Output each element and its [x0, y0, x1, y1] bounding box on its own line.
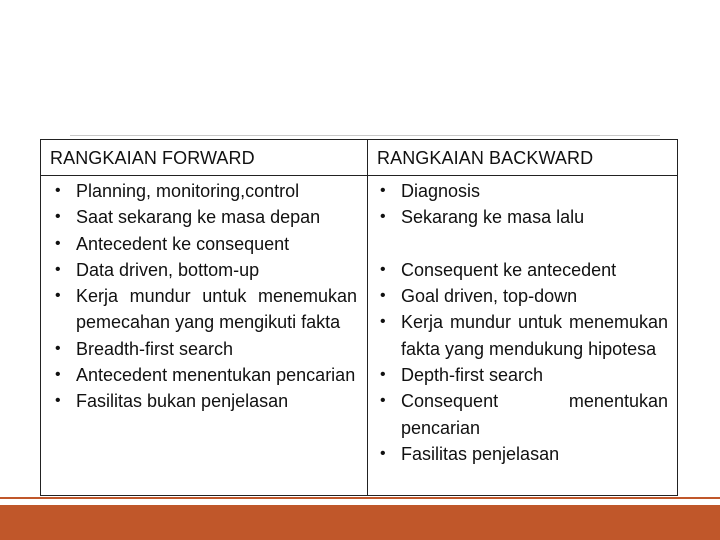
- list-item-text: Antecedent ke consequent: [76, 233, 290, 254]
- bullet-icon: •: [380, 313, 386, 331]
- list-item-text: Breadth-first search: [76, 338, 234, 359]
- list-item-text: Fasilitas penjelasan: [401, 443, 560, 464]
- list-item-text: Diagnosis: [401, 181, 481, 201]
- list-item: [53, 283, 357, 336]
- list-item-text: Sekarang ke masa lalu: [401, 207, 585, 228]
- list-item: [378, 204, 668, 230]
- list-spacer: [378, 231, 668, 257]
- list-item-text: Kerja mundur untuk menemukan fakta yang mendukung hipotesa: [401, 312, 668, 359]
- bullet-icon: •: [55, 339, 61, 357]
- list-item-text: Consequent ke antecedent: [401, 259, 617, 280]
- column-divider: [367, 140, 368, 495]
- list-item-text: Consequent menentukan pencarian: [401, 391, 668, 438]
- footer-accent-line: [0, 497, 720, 499]
- list-item: [378, 257, 668, 283]
- header-divider: [41, 175, 677, 176]
- bullet-icon: •: [380, 208, 386, 226]
- list-item: [53, 204, 357, 230]
- list-item-text: Goal driven, top-down: [401, 286, 578, 307]
- list-item: [378, 441, 668, 467]
- bullet-icon: •: [55, 392, 61, 410]
- list-item: [53, 336, 357, 362]
- bullet-icon: •: [55, 234, 61, 252]
- bullet-icon: •: [55, 182, 61, 199]
- list-item-text: Fasilitas bukan penjelasan: [76, 391, 289, 412]
- list-item-text: Planning, monitoring,control: [76, 181, 300, 201]
- list-item: [378, 283, 668, 309]
- bullet-icon: •: [55, 287, 61, 305]
- list-item: [53, 257, 357, 283]
- list-item: [378, 178, 668, 204]
- list-item-text: Kerja mundur untuk menemukan pemecahan yang mengikuti fakta: [76, 286, 357, 333]
- list-item-text: Depth-first search: [401, 365, 544, 386]
- bullet-icon: •: [380, 366, 386, 384]
- bullet-icon: •: [380, 260, 386, 278]
- list-item: [378, 362, 668, 388]
- list-item-text: Saat sekarang ke masa depan: [76, 207, 321, 228]
- list-item: [378, 388, 668, 441]
- bullet-icon: •: [55, 366, 61, 384]
- top-rule: [70, 135, 660, 136]
- list-item-text: Antecedent menentukan pencarian: [76, 365, 356, 386]
- list-item-text: Data driven, bottom-up: [76, 259, 260, 280]
- forward-list: [53, 178, 357, 415]
- backward-list: [378, 178, 668, 467]
- forward-header: RANGKAIAN FORWARD: [50, 148, 255, 168]
- list-item: [53, 231, 357, 257]
- bullet-icon: •: [380, 182, 386, 199]
- comparison-table: [40, 139, 678, 496]
- bullet-icon: •: [380, 444, 386, 462]
- bullet-icon: •: [380, 392, 386, 410]
- list-item: [53, 362, 357, 388]
- list-item: [53, 178, 357, 204]
- footer-accent-bar: [0, 505, 720, 540]
- bullet-icon: •: [380, 287, 386, 305]
- bullet-icon: •: [55, 260, 61, 278]
- bullet-icon: •: [55, 208, 61, 226]
- backward-header: RANGKAIAN BACKWARD: [377, 148, 594, 168]
- list-item: [53, 388, 357, 414]
- list-item: [378, 309, 668, 362]
